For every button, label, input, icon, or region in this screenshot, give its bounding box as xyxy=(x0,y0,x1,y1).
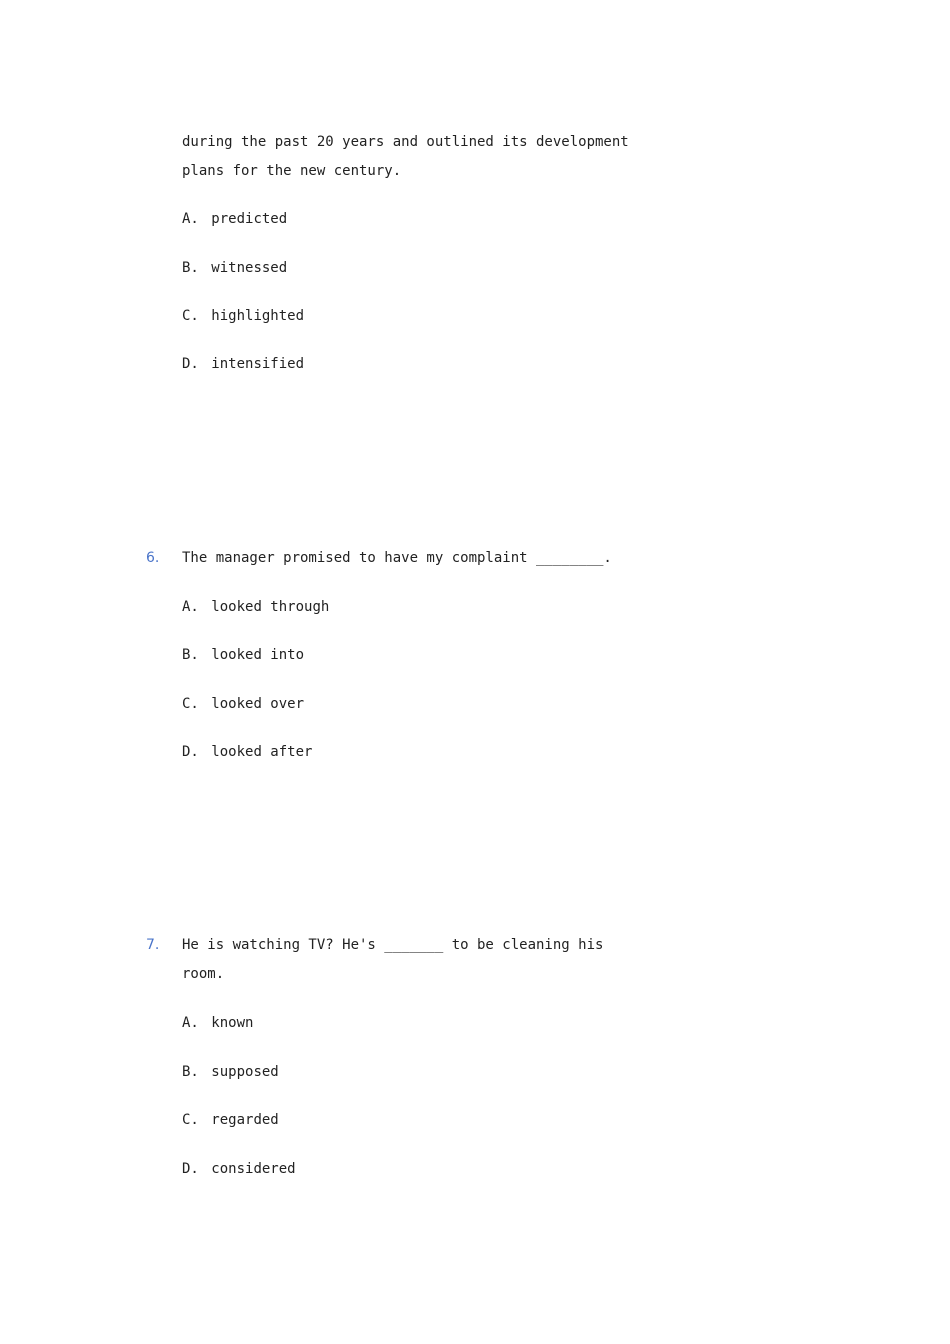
option-letter: D. xyxy=(182,1161,199,1177)
option-letter: C. xyxy=(182,308,199,324)
question-text-line: room. xyxy=(182,966,225,982)
option-letter: A. xyxy=(182,211,199,227)
option-letter: D. xyxy=(182,744,199,760)
option-text: witnessed xyxy=(211,260,288,276)
option-text: predicted xyxy=(211,211,288,227)
option-text: looked through xyxy=(211,599,330,615)
option-letter: A. xyxy=(182,1015,199,1031)
option-a xyxy=(182,209,287,229)
option-letter: A. xyxy=(182,599,199,615)
option-text: regarded xyxy=(211,1112,279,1128)
option-letter: B. xyxy=(182,1064,199,1080)
question-7-number: 7. xyxy=(146,937,160,953)
option-text: known xyxy=(211,1015,254,1031)
option-text: considered xyxy=(211,1161,296,1177)
question-text-line: He is watching TV? He's _______ to be cleaning his xyxy=(182,937,604,953)
option-letter: B. xyxy=(182,647,199,663)
option-a xyxy=(182,1013,253,1033)
option-c xyxy=(182,1110,279,1130)
question-text-line: during the past 20 years and outlined its development xyxy=(182,134,629,150)
option-text: looked after xyxy=(211,744,313,760)
option-c xyxy=(182,694,304,714)
question-text-line: The manager promised to have my complaint ________. xyxy=(182,550,612,566)
option-text: supposed xyxy=(211,1064,279,1080)
option-letter: B. xyxy=(182,260,199,276)
option-b xyxy=(182,1062,279,1082)
option-letter: D. xyxy=(182,356,199,372)
question-text-line: plans for the new century. xyxy=(182,163,402,179)
option-text: highlighted xyxy=(211,308,305,324)
option-a xyxy=(182,597,329,617)
option-letter: C. xyxy=(182,696,199,712)
option-text: looked into xyxy=(211,647,305,663)
option-c xyxy=(182,306,304,326)
option-b xyxy=(182,258,287,278)
question-6-number: 6. xyxy=(146,550,160,566)
option-b xyxy=(182,645,304,665)
option-d xyxy=(182,354,304,374)
option-text: looked over xyxy=(211,696,305,712)
option-text: intensified xyxy=(211,356,305,372)
option-d xyxy=(182,1159,296,1179)
option-d xyxy=(182,742,312,762)
option-letter: C. xyxy=(182,1112,199,1128)
